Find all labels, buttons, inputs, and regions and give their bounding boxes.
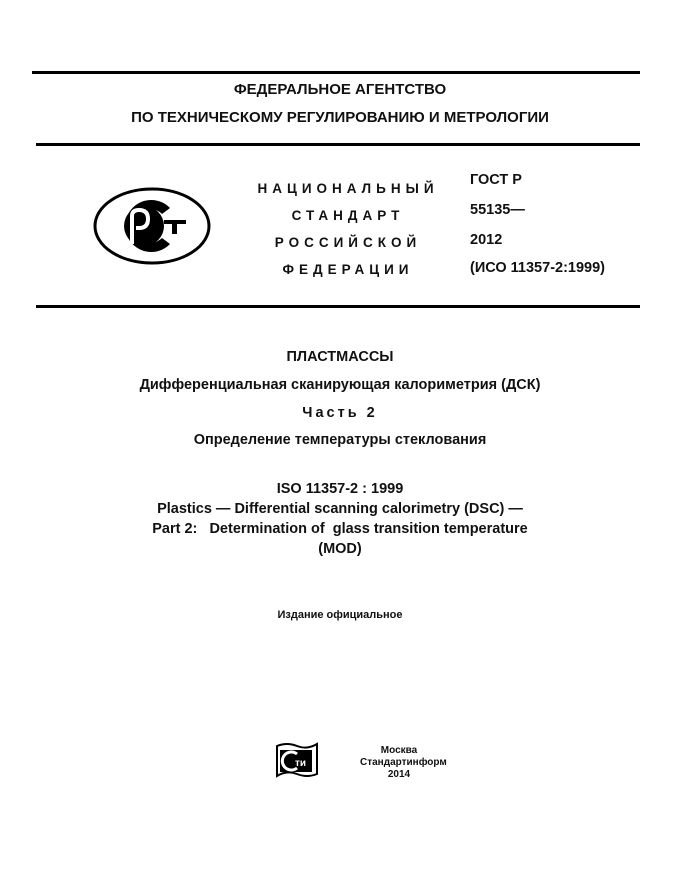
part-title: Определение температуры стеклования [193,432,487,448]
method-title: Дифференциальная сканирующая калориметрия (ДСК) [139,377,541,393]
national-line-1: НАЦИОНАЛЬНЫЙ [257,181,439,196]
national-line-3: РОССИЙСКОЙ [274,235,422,250]
iso-equivalent: (ИСО 11357-2:1999) [470,260,605,276]
publisher-year: 2014 [387,769,411,780]
agency-line-1: ФЕДЕРАЛЬНОЕ АГЕНТСТВО [233,81,447,98]
iso-number: ISO 11357-2 : 1999 [276,481,404,497]
gost-number: 55135— [470,202,525,218]
gost-r-logo-icon [92,186,212,266]
header-bottom-rule [36,143,640,146]
standard-bottom-rule [36,305,640,308]
publisher-city: Москва [380,745,418,756]
publisher-name: Стандартинформ [360,757,447,768]
iso-title-line-3: (MOD) [318,541,362,557]
edition-label: Издание официальное [277,609,403,621]
iso-title-line-1: Plastics — Differential scanning calorimetry (DSC) — [157,501,523,517]
national-line-4: ФЕДЕРАЦИИ [282,262,414,277]
standartinform-logo-icon [275,742,319,778]
subject-title: ПЛАСТМАССЫ [286,349,394,365]
gost-label: ГОСТ Р [470,172,522,188]
part-label: Часть 2 [302,405,378,421]
national-line-2: СТАНДАРТ [291,208,405,223]
svg-text:ти: ти [295,758,307,769]
iso-title-line-2: Part 2: Determination of glass transition temperature [152,521,528,537]
top-rule [32,71,640,74]
gost-year: 2012 [470,232,503,248]
agency-line-2: ПО ТЕХНИЧЕСКОМУ РЕГУЛИРОВАНИЮ И МЕТРОЛОГИИ [131,109,549,126]
